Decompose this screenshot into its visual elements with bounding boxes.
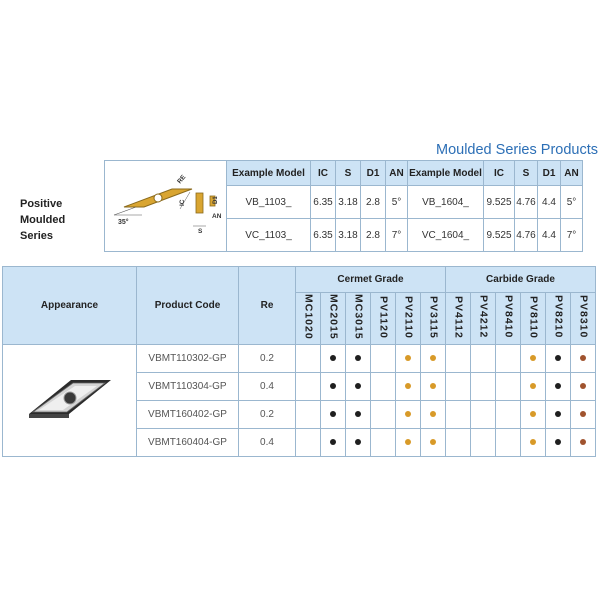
series-label-line-3: Series: [20, 230, 54, 242]
grade-header: [521, 293, 546, 345]
black-dot: [330, 411, 336, 417]
product-code-cell: VBMT110302-GP: [137, 345, 239, 373]
grade-header: [296, 293, 321, 345]
spec-header-an-1: AN: [386, 161, 408, 186]
header-carbide-grade: Carbide Grade: [446, 267, 596, 293]
grade-availability-cell: [296, 401, 321, 429]
spec-table: [104, 160, 583, 252]
brown-dot: [580, 383, 586, 389]
spec-cell: 3.18: [336, 186, 361, 219]
series-label-line-2: Moulded: [20, 214, 66, 226]
gold-dot: [405, 439, 411, 445]
spec-cell: 4.76: [515, 186, 538, 219]
black-dot: [330, 383, 336, 389]
spec-cell: 5°: [561, 186, 583, 219]
re-cell: 0.4: [239, 429, 296, 457]
spec-cell: 6.35: [311, 186, 336, 219]
grade-availability-cell: [521, 401, 546, 429]
re-cell: 0.4: [239, 373, 296, 401]
spec-cell: 4.76: [515, 219, 538, 252]
spec-cell: VB_1604_: [408, 186, 484, 219]
header-product-code: Product Code: [137, 267, 239, 345]
appearance-image-cell: [3, 345, 137, 457]
spec-header-model-2: Example Model: [408, 161, 484, 186]
product-code-cell: VBMT160402-GP: [137, 401, 239, 429]
black-dot: [555, 439, 561, 445]
gold-dot: [530, 383, 536, 389]
spec-header-ic-2: IC: [484, 161, 515, 186]
grade-header: [496, 293, 521, 345]
an-label: AN: [211, 212, 221, 220]
insert-hole: [154, 194, 162, 202]
grade-availability-cell: [396, 401, 421, 429]
spec-cell: 3.18: [336, 219, 361, 252]
gold-dot: [405, 383, 411, 389]
grade-label: PV3115: [427, 295, 440, 339]
insert-diagram-cell: [105, 161, 227, 252]
spec-cell: 7°: [561, 219, 583, 252]
header-appearance: Appearance: [3, 267, 137, 345]
series-label: [20, 196, 65, 244]
grade-availability-cell: [496, 429, 521, 457]
grade-availability-cell: [571, 345, 596, 373]
spec-cell: VB_1103_: [227, 186, 311, 219]
spec-header-model-1: Example Model: [227, 161, 311, 186]
grade-availability-cell: [546, 345, 571, 373]
grade-header: [571, 293, 596, 345]
grade-label: MC2015: [327, 294, 340, 340]
grade-availability-cell: [346, 401, 371, 429]
black-dot: [330, 439, 336, 445]
grade-header: [396, 293, 421, 345]
grade-availability-cell: [496, 373, 521, 401]
grade-availability-cell: [446, 429, 471, 457]
grade-availability-cell: [471, 401, 496, 429]
grade-label: PV8410: [502, 295, 515, 339]
spec-cell: 6.35: [311, 219, 336, 252]
spec-cell: 4.4: [538, 219, 561, 252]
grade-availability-cell: [471, 373, 496, 401]
angle-label: 35°: [117, 218, 129, 226]
spec-cell: 4.4: [538, 186, 561, 219]
series-label-line-1: Positive: [20, 198, 63, 210]
black-dot: [355, 439, 361, 445]
grade-availability-cell: [471, 429, 496, 457]
grade-availability-cell: [496, 345, 521, 373]
spec-header-d1-2: D1: [538, 161, 561, 186]
grade-availability-cell: [421, 429, 446, 457]
grade-label: MC1020: [302, 294, 315, 340]
re-label: RE: [175, 173, 187, 185]
grade-availability-cell: [421, 373, 446, 401]
grade-header: [471, 293, 496, 345]
grade-label: MC3015: [352, 294, 365, 340]
grade-availability-cell: [296, 345, 321, 373]
grade-table: [2, 266, 596, 457]
spec-header-s-2: S: [515, 161, 538, 186]
grade-label: PV1120: [377, 295, 390, 339]
spec-header-s-1: S: [336, 161, 361, 186]
product-code-cell: VBMT160404-GP: [137, 429, 239, 457]
d1-label: D1: [212, 195, 219, 204]
grade-header: [546, 293, 571, 345]
gold-dot: [430, 383, 436, 389]
grade-availability-cell: [396, 345, 421, 373]
grade-availability-cell: [546, 401, 571, 429]
grade-availability-cell: [446, 345, 471, 373]
grade-availability-cell: [571, 401, 596, 429]
grade-availability-cell: [571, 429, 596, 457]
gold-dot: [530, 439, 536, 445]
grade-header: [346, 293, 371, 345]
grade-availability-cell: [296, 429, 321, 457]
grade-availability-cell: [521, 345, 546, 373]
spec-cell: 5°: [386, 186, 408, 219]
ic-label: IC: [178, 199, 186, 206]
grade-label: PV4112: [452, 295, 465, 339]
gold-dot: [430, 439, 436, 445]
re-cell: 0.2: [239, 345, 296, 373]
grade-availability-cell: [296, 373, 321, 401]
gold-dot: [405, 411, 411, 417]
grade-availability-cell: [396, 373, 421, 401]
table-row: [3, 345, 596, 373]
brown-dot: [580, 411, 586, 417]
spec-cell: 7°: [386, 219, 408, 252]
gold-dot: [405, 355, 411, 361]
grade-label: PV8310: [577, 295, 590, 339]
grade-availability-cell: [521, 429, 546, 457]
grade-availability-cell: [371, 401, 396, 429]
spec-cell: 2.8: [361, 219, 386, 252]
spec-header-d1-1: D1: [361, 161, 386, 186]
grade-label: PV4212: [477, 295, 490, 339]
spec-cell: 9.525: [484, 219, 515, 252]
grade-availability-cell: [521, 373, 546, 401]
grade-availability-cell: [321, 429, 346, 457]
angle-line: [114, 207, 136, 215]
black-dot: [555, 383, 561, 389]
insert-appearance-image: [25, 374, 115, 424]
grade-availability-cell: [471, 345, 496, 373]
black-dot: [555, 355, 561, 361]
page-title: Moulded Series Products: [436, 142, 598, 158]
grade-availability-cell: [321, 401, 346, 429]
grade-availability-cell: [371, 429, 396, 457]
spec-cell: 9.525: [484, 186, 515, 219]
grade-label: PV8110: [527, 295, 540, 339]
grade-label: PV2110: [402, 295, 415, 339]
header-re: Re: [239, 267, 296, 345]
spec-header-ic-1: IC: [311, 161, 336, 186]
grade-header: [446, 293, 471, 345]
black-dot: [355, 355, 361, 361]
grade-availability-cell: [546, 373, 571, 401]
black-dot: [355, 411, 361, 417]
black-dot: [555, 411, 561, 417]
re-cell: 0.2: [239, 401, 296, 429]
grade-availability-cell: [546, 429, 571, 457]
grade-availability-cell: [346, 429, 371, 457]
s-label: S: [197, 227, 202, 235]
insert-side-view: [196, 193, 203, 213]
grade-availability-cell: [446, 373, 471, 401]
product-code-cell: VBMT110304-GP: [137, 373, 239, 401]
grade-availability-cell: [446, 401, 471, 429]
spec-cell: VC_1103_: [227, 219, 311, 252]
gold-dot: [530, 355, 536, 361]
gold-dot: [430, 355, 436, 361]
grade-availability-cell: [371, 345, 396, 373]
grade-availability-cell: [496, 401, 521, 429]
grade-availability-cell: [371, 373, 396, 401]
header-cermet-grade: Cermet Grade: [296, 267, 446, 293]
grade-availability-cell: [571, 373, 596, 401]
gold-dot: [530, 411, 536, 417]
spec-header-an-2: AN: [561, 161, 583, 186]
grade-header: [371, 293, 396, 345]
grade-header: [421, 293, 446, 345]
grade-availability-cell: [421, 401, 446, 429]
gold-dot: [430, 411, 436, 417]
grade-availability-cell: [321, 373, 346, 401]
black-dot: [330, 355, 336, 361]
grade-availability-cell: [321, 345, 346, 373]
brown-dot: [580, 355, 586, 361]
black-dot: [355, 383, 361, 389]
grade-availability-cell: [346, 373, 371, 401]
grade-label: PV8210: [552, 295, 565, 339]
insert-dimension-diagram: [106, 162, 226, 248]
spec-cell: 2.8: [361, 186, 386, 219]
grade-availability-cell: [421, 345, 446, 373]
grade-header: [321, 293, 346, 345]
spec-cell: VC_1604_: [408, 219, 484, 252]
brown-dot: [580, 439, 586, 445]
grade-availability-cell: [396, 429, 421, 457]
grade-availability-cell: [346, 345, 371, 373]
